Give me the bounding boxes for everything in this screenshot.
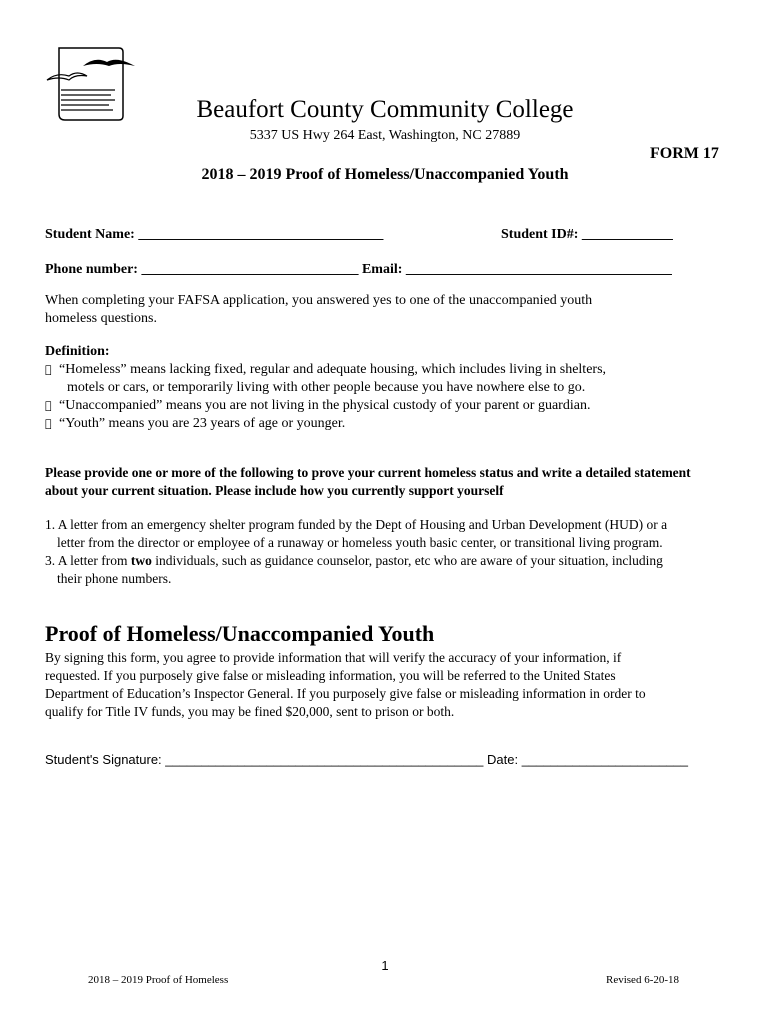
student-id-field[interactable]: Student ID#: _____________ <box>501 227 673 242</box>
college-name: Beaufort County Community College <box>196 96 574 123</box>
definition-heading: Definition: <box>45 344 110 359</box>
college-address: 5337 US Hwy 264 East, Washington, NC 27889 <box>249 128 521 143</box>
definition-text: “Unaccompanied” means you are not living in the physical custody of your parent or guardian. <box>59 398 591 413</box>
proof-options-list <box>45 516 745 588</box>
proof-section-title: Proof of Homeless/Unaccompanied Youth <box>45 621 435 646</box>
definition-item <box>45 361 705 379</box>
definition-text: “Youth” means you are 23 years of age or younger. <box>59 416 346 431</box>
proof-statement: By signing this form, you agree to provide information that will verify the accuracy of your information, if requested. If you purposely give false or misleading information, you will be referred to the United States Department of Education’s Inspector General. If you purposely give false or misleading information in order to qualify for Title IV funds, you may be fined $20,000, sent to prison or both. <box>45 650 646 719</box>
form-title: 2018 – 2019 Proof of Homeless/Unaccompanied Youth <box>201 166 569 183</box>
definition-item <box>45 397 705 415</box>
definition-text: “Homeless” means lacking fixed, regular and adequate housing, which includes living in shelters, <box>59 362 607 377</box>
option-item-1: 1. A letter from an emergency shelter program funded by the Dept of Housing and Urban Development (HUD) or a <box>45 517 668 532</box>
phone-email-field[interactable]: Phone number: _______________________________ Email: ______________________________________ <box>45 262 672 277</box>
form-number: FORM 17 <box>650 145 719 162</box>
bullet-icon <box>45 397 59 415</box>
footer-title: 2018 – 2019 Proof of Homeless <box>88 974 229 986</box>
definition-item <box>45 415 705 433</box>
option-item-3-continuation: their phone numbers. <box>57 571 172 586</box>
bullet-icon <box>45 361 59 379</box>
definition-item-continuation: motels or cars, or temporarily living with other people because you have nowhere else to go. <box>67 380 586 395</box>
bullet-icon <box>45 415 59 433</box>
page-number: 1 <box>381 958 389 973</box>
definition-section <box>45 343 705 433</box>
instructions-paragraph: Please provide one or more of the following to prove your current homeless status and write a detailed statement about your current situation. Please include how you currently support yourself <box>45 465 691 498</box>
intro-paragraph: When completing your FAFSA application, you answered yes to one of the unaccompanied youth homeless questions. <box>45 293 593 326</box>
option-item-1-continuation: letter from the director or employee of a runaway or homeless youth basic center, or transitional living program. <box>57 535 663 550</box>
footer-revision: Revised 6-20-18 <box>606 974 680 986</box>
signature-date-field[interactable]: Student's Signature: ____________________________________________ Date: _______________________ <box>45 752 688 767</box>
option-item-3: 3. A letter from two individuals, such as guidance counselor, pastor, etc who are aware of your situation, including <box>45 553 663 568</box>
student-name-field[interactable]: Student Name: ___________________________________ <box>45 227 384 242</box>
